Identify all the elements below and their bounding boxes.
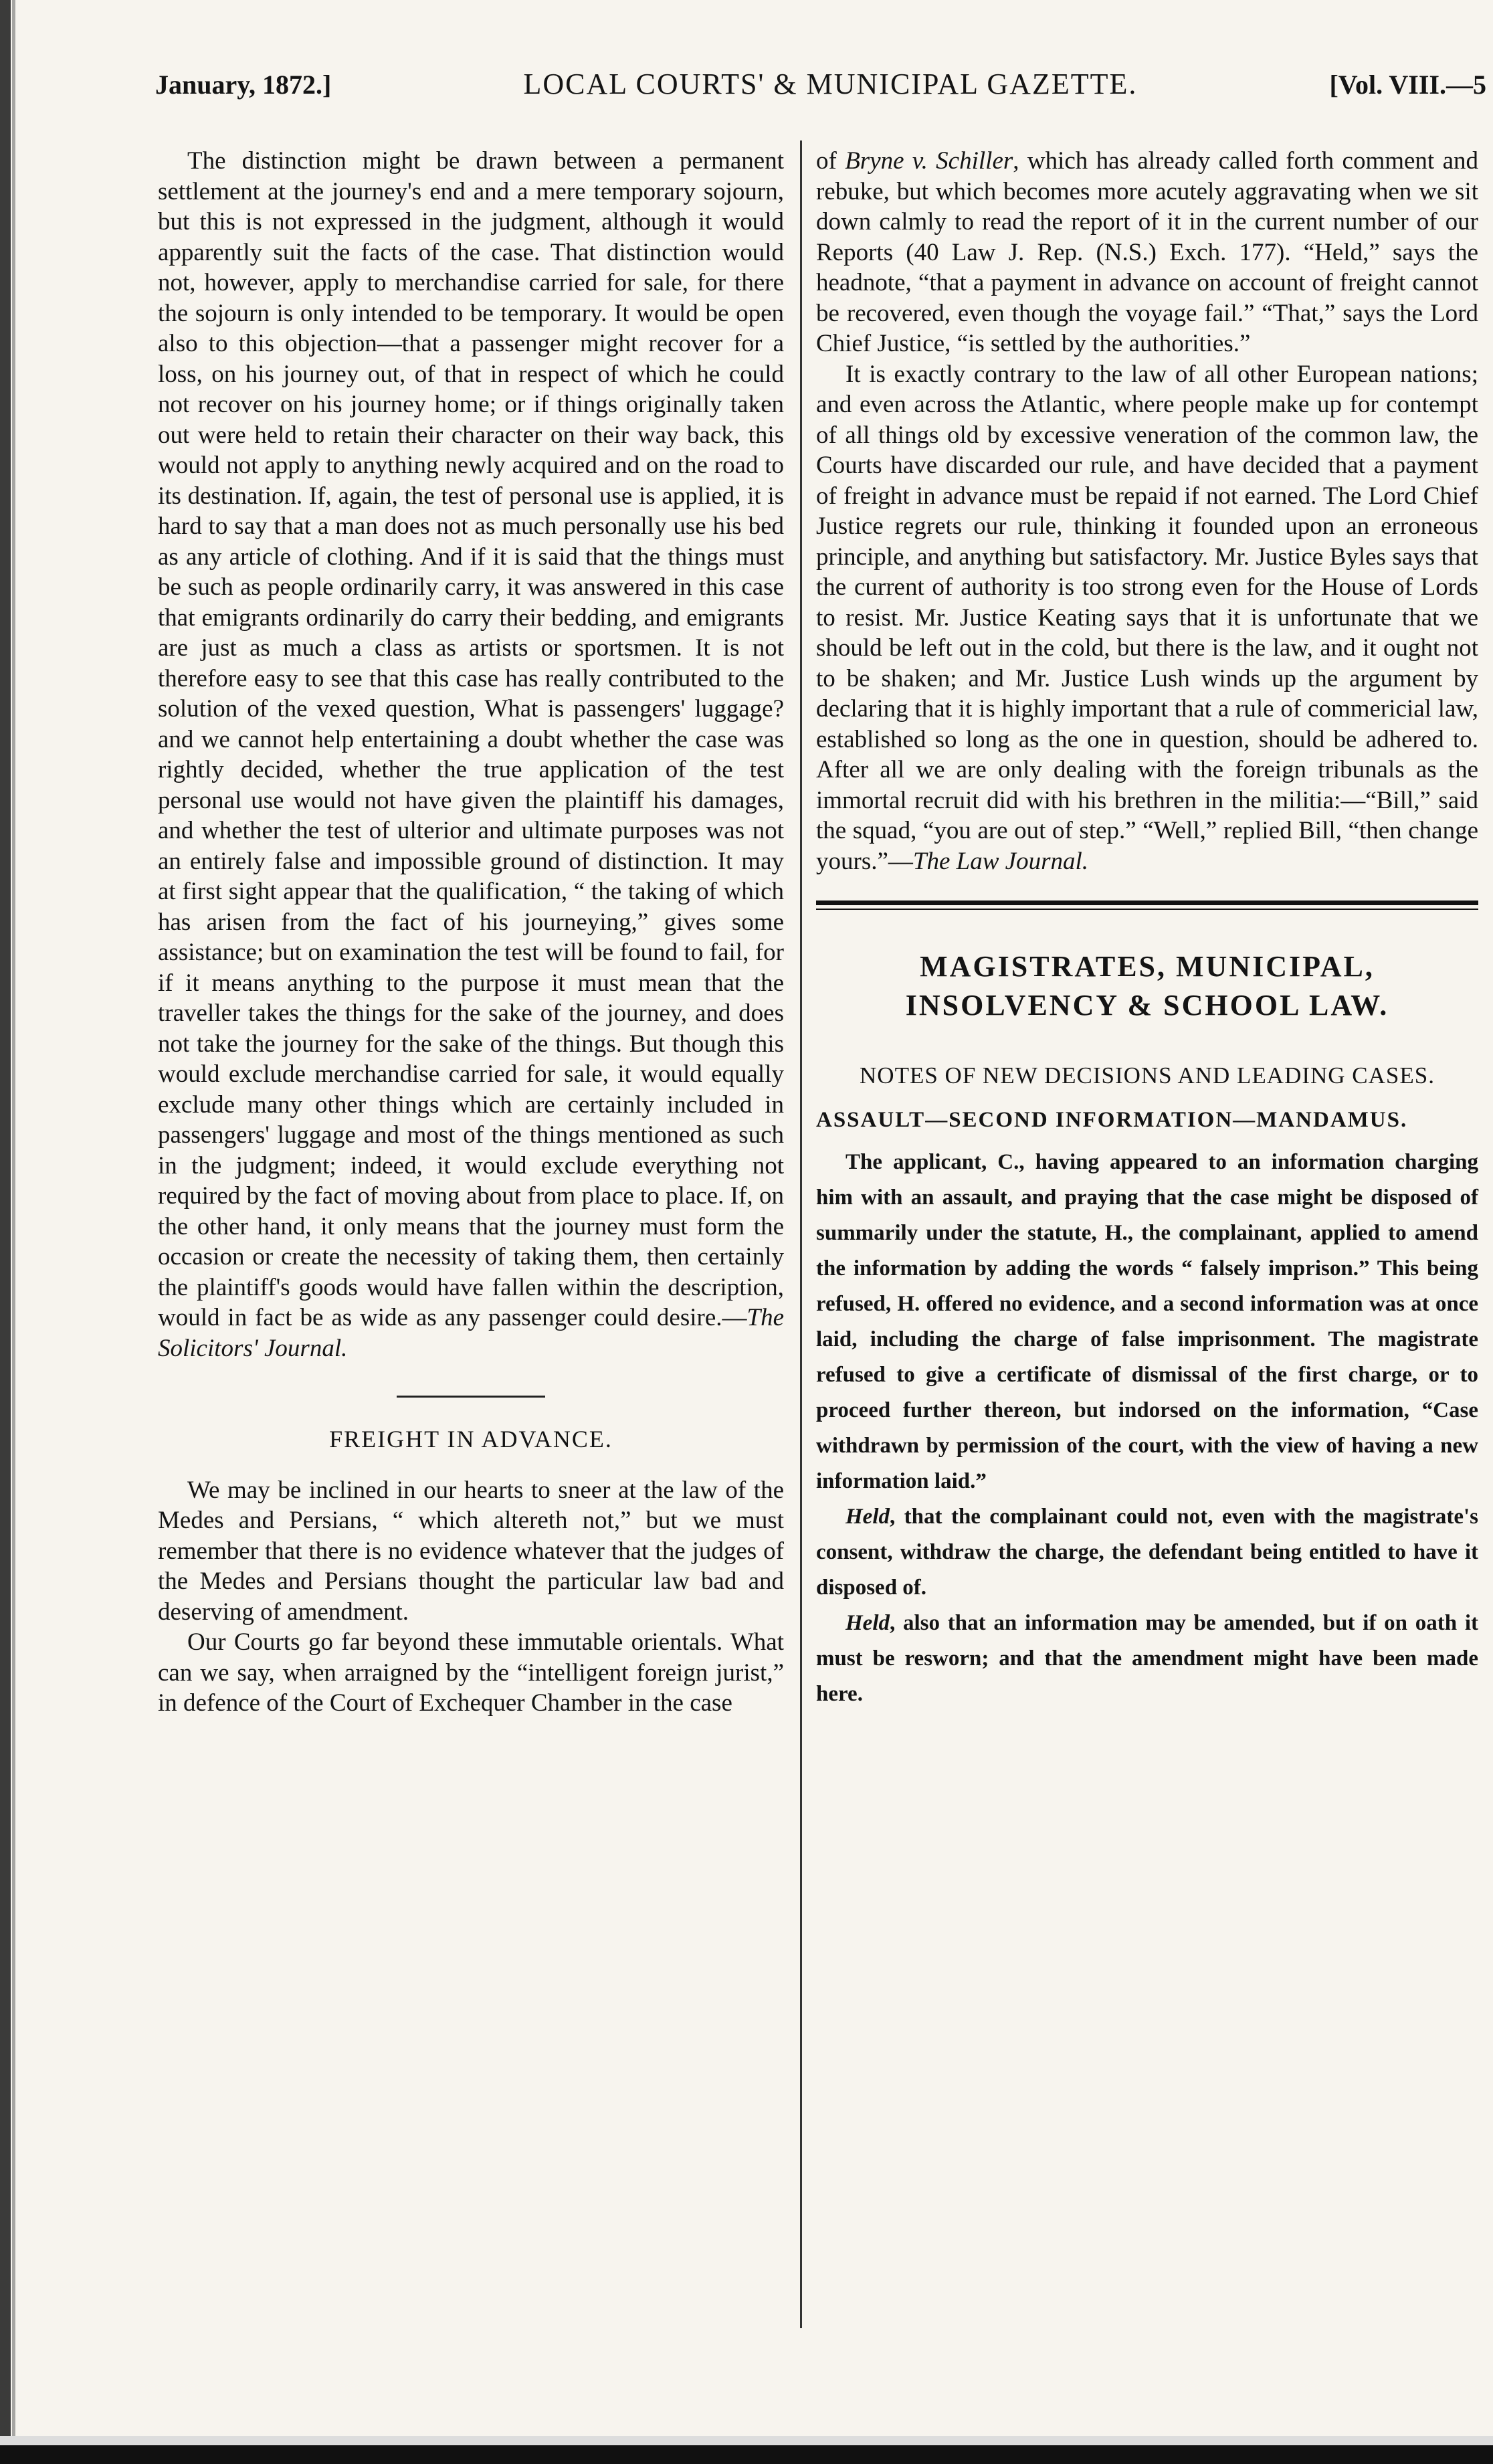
- section-rule-thick: [816, 901, 1478, 905]
- decision-block: [816, 1103, 1478, 1712]
- page-bottom-edge: [0, 2445, 1493, 2464]
- section-title: [816, 947, 1478, 1025]
- held-label: Held: [845, 1505, 890, 1529]
- decision-held-1: [816, 1499, 1478, 1606]
- freight-article-title: FREIGHT IN ADVANCE.: [329, 1426, 613, 1452]
- decision-held-2: [816, 1606, 1478, 1712]
- held-text: , that the complainant could not, even with the magistrate's consent, withdraw the charge, the defendant being entitled to have it disposed of.: [816, 1505, 1478, 1600]
- section-separator: [397, 1396, 545, 1398]
- page-bottom-shadow: [0, 2436, 1493, 2445]
- issue-date: January, 1872.]: [155, 70, 332, 100]
- publication-title: LOCAL COURTS' & MUNICIPAL GAZETTE.: [523, 68, 1138, 100]
- subsection-title: NOTES OF NEW DECISIONS AND LEADING CASES.: [860, 1062, 1435, 1088]
- article-paragraph: [158, 146, 784, 1363]
- section-title-line-2: INSOLVENCY & SCHOOL LAW.: [905, 989, 1389, 1022]
- freight-source: The Law Journal.: [912, 847, 1089, 875]
- article-text: The distinction might be drawn between a permanent settlement at the journey's end and a mere temporary sojourn, but this is not expressed in the judgment, although it would apparently suit the facts of the case. That distinction would not, however, apply to merchandise carried for sale, for there the sojourn is only intended to be temporary. It would be open also to this objection—that a passenger might recover for a loss, on his journey out, of that in respect of which he could not recover on his journey home; or if things originally taken out were held to retain their character on their way back, this would not apply to anything newly acquired and on the road to its destination. If, again, the test of personal use is applied, it is hard to say that a man does not as much personally use his bed as any article of clothing. And if it is said that the things must be such as people ordinarily carry, it was answered in this case that emigrants ordinarily do carry their bedding, and emigrants are just as much a class as artists or sportsmen. It is not therefore easy to see that this case has really contributed to the solution of the vexed question, What is passengers' luggage? and we cannot help entertaining a doubt whether the case was rightly decided, whether the true application of the test personal use would not have given the plaintiff his damages, and whether the test of ulterior and ultimate purposes was not an entirely false and impossible ground of distinction. It may at first sight appear that the qualification, “ the taking of which has arisen from the fact of his journeying,” gives some assistance; but on examination the test will be found to fail, for if it means anything to the purpose it must mean that the traveller takes the things for the sake of the journey, and does not take the journey for the sake of the things. But though this would exclude merchandise carried for sale, it would equally exclude many other things which are certainly included in passengers' luggage and most of the things mentioned as such in the judgment; indeed, it would exclude everything not required by the fact of moving about from place to place. If, on the other hand, it only means that the journey must form the occasion or create the necessity of taking them, then certainly the plaintiff's goods would have fallen within the description, would in fact be as wide as any passenger could desire.—: [158, 147, 784, 1331]
- decision-paragraph-1: The applicant, C., having appeared to an information charging him with an assault, and praying that the case might be disposed of summarily under the statute, H., the complainant, applied to amend the information by adding the words “ falsely imprison.” This being refused, H. offered no evidence, and a second information was at once laid, including the charge of false imprisonment. The magistrate refused to give a certificate of dismissal of the first charge, or to proceed further thereon, but indorsed on the information, “Case withdrawn by permission of the court, with the view of having a new information laid.”: [816, 1150, 1478, 1493]
- column-divider: [800, 140, 802, 2328]
- freight-p3-text: , which has already called forth comment and rebuke, but which becomes more acutely aggravating when we sit down calmly to read the report of it in the current number of our Reports (40 Law J. Rep. (N.S.) Exch. 177). “Held,” says the headnote, “that a payment in advance on account of freight cannot be recovered, even though the voyage fail.” “That,” says the Lord Chief Justice, “is settled by the authorities.”: [816, 147, 1478, 357]
- page-header: [155, 67, 1486, 111]
- page-binding-shadow: [12, 0, 15, 2464]
- held-text: , also that an information may be amended, but if on oath it must be resworn; and that the amendment might have been made here.: [816, 1611, 1478, 1706]
- volume-page-number: [Vol. VIII.—5: [1329, 70, 1486, 100]
- freight-paragraph-1: We may be inclined in our hearts to sneer at the law of the Medes and Persians, “ which altereth not,” but we must remember that there is no evidence whatever that the judges of the Medes and Persians thought the particular law bad and deserving of amendment.: [158, 1476, 784, 1626]
- freight-p3-prefix: of: [816, 147, 845, 175]
- case-heading: ASSAULT—SECOND INFORMATION—MANDAMUS.: [816, 1108, 1408, 1132]
- held-label: Held: [845, 1611, 890, 1635]
- page-binding-edge: [0, 0, 11, 2464]
- right-column: [816, 146, 1478, 1712]
- freight-paragraph-3: [816, 146, 1478, 359]
- case-name: Bryne v. Schiller: [845, 147, 1013, 175]
- freight-paragraph-2: Our Courts go far beyond these immutable orientals. What can we say, when arraigned by the “intelligent foreign jurist,” in defence of the Court of Exchequer Chamber in the case: [158, 1628, 784, 1717]
- section-title-line-1: MAGISTRATES, MUNICIPAL,: [920, 950, 1375, 983]
- left-column: [158, 146, 784, 1719]
- article-source: The Solicitors' Journal.: [158, 1304, 784, 1362]
- freight-p4-text: It is exactly contrary to the law of all other European nations; and even across the Atlantic, where people make up for contempt of all things old by excessive veneration of the common law, the Courts have discarded our rule, and have decided that a payment of freight in advance must be repaid if not earned. The Lord Chief Justice regrets our rule, thinking it founded upon an erroneous principle, and anything but satisfactory. Mr. Justice Byles says that the current of authority is too strong even for the House of Lords to resist. Mr. Justice Keating says that it is unfortunate that we should be left out in the cold, but there is the law, and it ought not to be shaken; and Mr. Justice Lush winds up the argument by declaring that it is highly important that a rule of commericial law, established so long as the one in question, should be adhered to. After all we are only dealing with the foreign tribunals as the immortal recruit did with his brethren in the militia:—“Bill,” said the squad, “you are out of step.” “Well,” replied Bill, “then change yours.”—: [816, 360, 1478, 875]
- section-rule-thin: [816, 909, 1478, 910]
- freight-paragraph-4: [816, 359, 1478, 877]
